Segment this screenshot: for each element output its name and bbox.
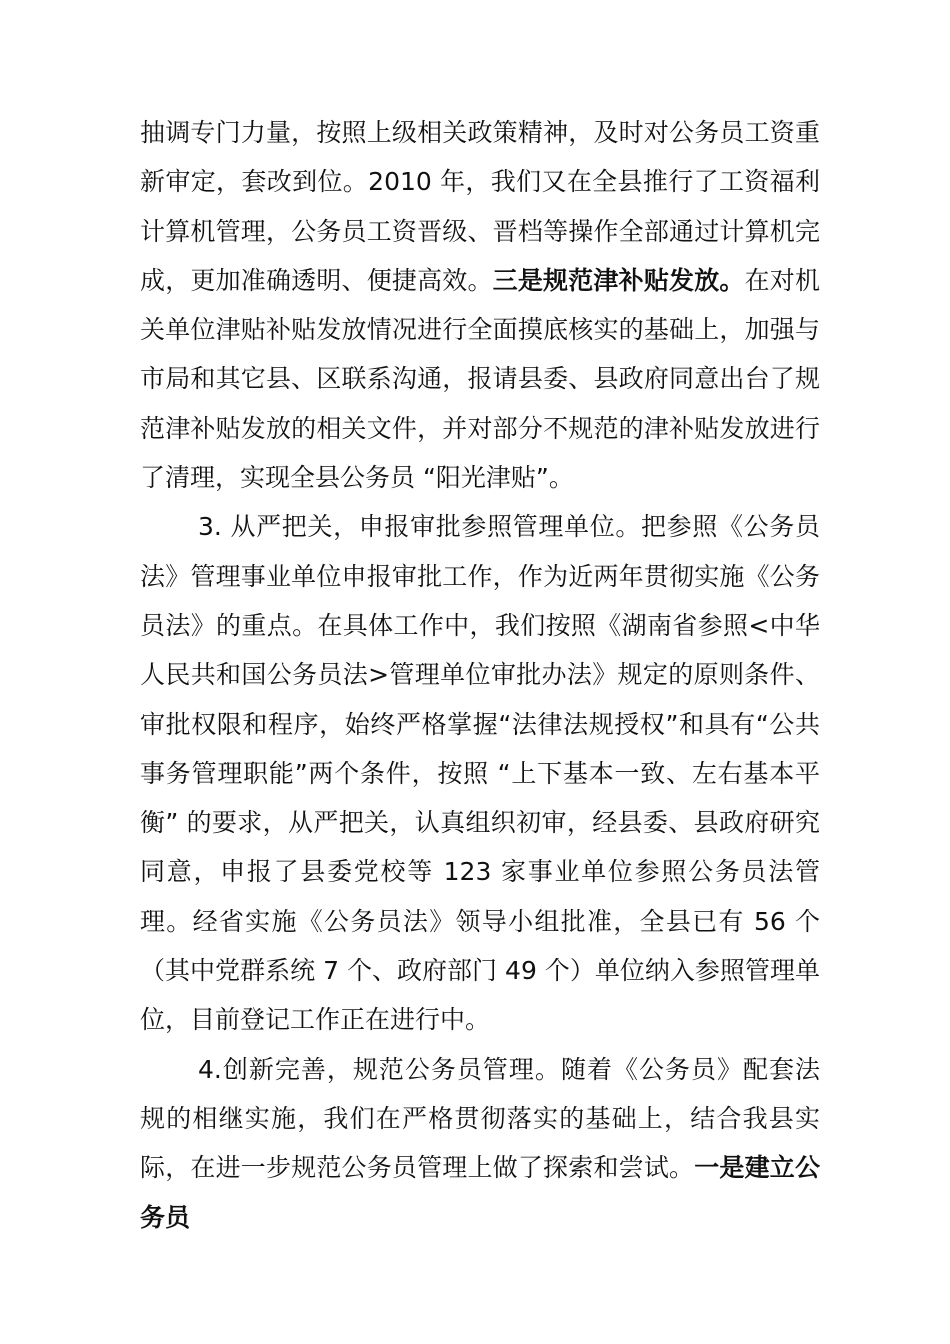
document-body <box>140 108 820 1242</box>
paragraph-section-3 <box>140 502 820 1044</box>
text-run: 4.创新完善，规范公务员管理。随着《公务员》配套法规的相继实施，我们在严格贯彻落实的基础上，结合我县实际，在进一步规范公务员管理上做了探索和尝试。 <box>140 1054 820 1183</box>
text-run: 3. 从严把关，申报审批参照管理单位。把参照《公务员法》管理事业单位申报审批工作，作为近两年贯彻实施《公务员法》的重点。在具体工作中，我们按照《湖南省参照<中华人民共和国公务员法>管理单位审批办法》规定的原则条件、审批权限和程序，始终严格掌握“法律法规授权”和具有“公共事务管理职能”两个条件，按照 “上下基本一致、左右基本平衡” 的要求，从严把关，认真组织初审，经县委、县政府研究同意，申报了县委党校等 123 家事业单位参照公务员法管理。经省实施《公务员法》领导小组批准，全县已有 56 个（其中党群系统 7 个、政府部门 49 个）单位纳入参照管理单位，目前登记工作正在进行中。 <box>140 512 820 1035</box>
paragraph-section-4 <box>140 1045 820 1242</box>
text-run: 抽调专门力量，按照上级相关政策精神，及时对公务员工资重新审定，套改到位。2010 年，我们又在全县推行了工资福利计算机管理，公务员工资晋级、晋档等操作全部通过计算机完成，更加准确透明、便捷高效。 <box>140 118 820 295</box>
bold-heading-allowance: 三是规范津补贴发放。 <box>492 265 745 295</box>
paragraph-salary-allowance <box>140 108 820 502</box>
text-run: 在对机关单位津贴补贴发放情况进行全面摸底核实的基础上，加强与市局和其它县、区联系沟通，报请县委、县政府同意出台了规范津补贴发放的相关文件，并对部分不规范的津补贴发放进行了清理，实现全县公务员 “阳光津贴”。 <box>140 265 820 493</box>
bold-heading-establish: 一是建立公务员 <box>140 1153 820 1232</box>
